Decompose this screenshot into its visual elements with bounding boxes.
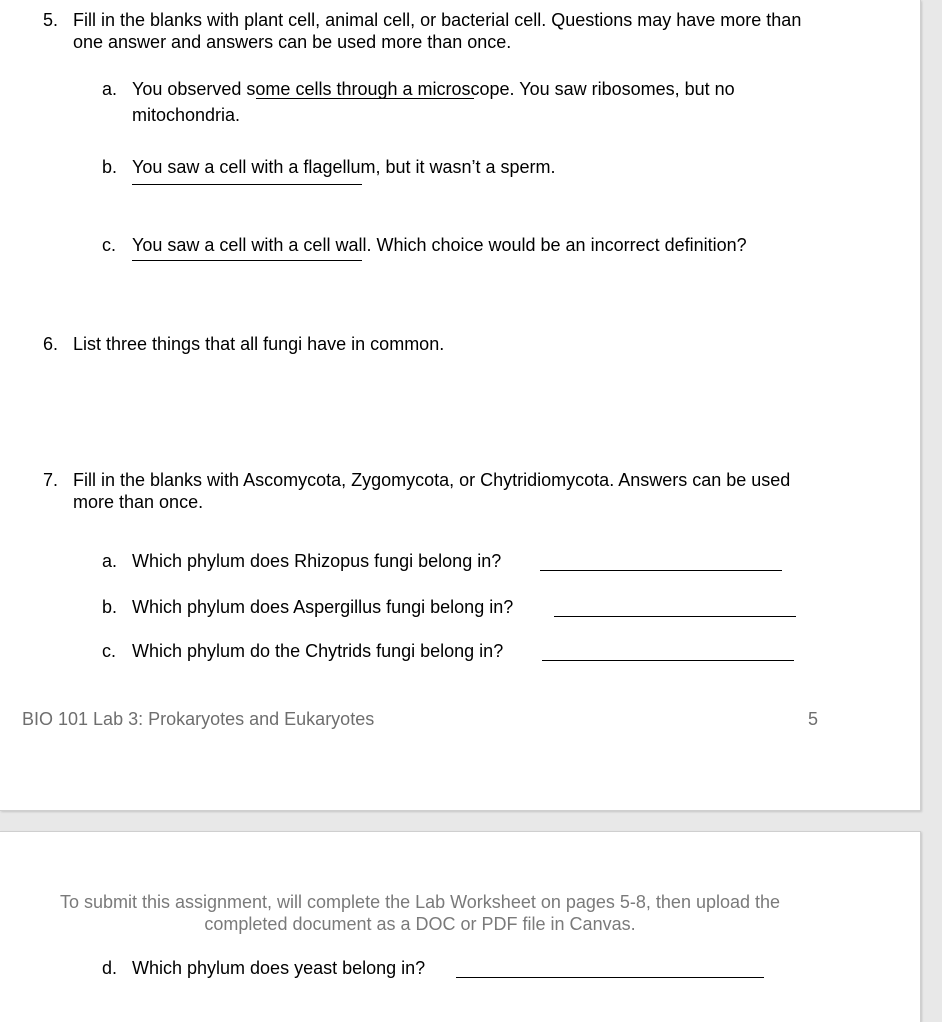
question-7c bbox=[102, 638, 842, 664]
item-letter: a. bbox=[102, 79, 118, 99]
item-text-line2: mitochondria. bbox=[132, 105, 241, 125]
answer-blank[interactable] bbox=[554, 598, 796, 617]
item-letter: a. bbox=[102, 551, 118, 571]
question-5b bbox=[102, 154, 842, 206]
question-text: Fill in the blanks with Ascomycota, Zygomycota, or Chytridiomycota. Answers can be used more than once. bbox=[73, 470, 791, 512]
item-text: Which phylum does yeast belong in? bbox=[132, 958, 426, 978]
page-number: 5 bbox=[808, 709, 819, 729]
answer-blank[interactable] bbox=[540, 552, 782, 571]
question-number: 5. bbox=[43, 10, 59, 30]
answer-blank[interactable] bbox=[256, 98, 474, 99]
question-text: List three things that all fungi have in common. bbox=[73, 334, 445, 354]
document-page-6 bbox=[0, 831, 921, 1022]
question-number: 6. bbox=[43, 334, 59, 354]
submission-note: To submit this assignment, will complete the Lab Worksheet on pages 5-8, then upload the completed document as a DOC or PDF file in Canvas. bbox=[59, 892, 781, 934]
question-text: Fill in the blanks with plant cell, animal cell, or bacterial cell. Questions may have more than one answer and answers can be used more than once. bbox=[73, 10, 802, 52]
answer-blank[interactable] bbox=[542, 642, 794, 661]
question-7a bbox=[102, 548, 842, 574]
question-number: 7. bbox=[43, 470, 59, 490]
answer-blank[interactable] bbox=[456, 959, 764, 978]
item-text: You saw a cell with a cell wall. Which choice would be an incorrect definition? bbox=[132, 235, 747, 255]
question-7d bbox=[102, 955, 842, 981]
item-letter: c. bbox=[102, 641, 117, 661]
item-text-line1: You observed some cells through a microscope. You saw ribosomes, but no bbox=[132, 79, 735, 99]
item-text: Which phylum does Rhizopus fungi belong in? bbox=[132, 551, 502, 571]
item-letter: d. bbox=[102, 958, 118, 978]
answer-blank[interactable] bbox=[132, 260, 362, 261]
item-letter: c. bbox=[102, 235, 117, 255]
item-letter: b. bbox=[102, 157, 118, 177]
question-5a bbox=[102, 76, 842, 130]
question-7b bbox=[102, 594, 842, 620]
item-text: Which phylum do the Chytrids fungi belong in? bbox=[132, 641, 504, 661]
question-5c bbox=[102, 232, 842, 284]
question-5 bbox=[43, 9, 843, 57]
item-letter: b. bbox=[102, 597, 118, 617]
item-text: Which phylum does Aspergillus fungi belong in? bbox=[132, 597, 514, 617]
answer-blank[interactable] bbox=[132, 184, 362, 185]
item-text: You saw a cell with a flagellum, but it wasn’t a sperm. bbox=[132, 157, 556, 177]
footer-title: BIO 101 Lab 3: Prokaryotes and Eukaryotes bbox=[22, 709, 375, 729]
question-7 bbox=[43, 469, 843, 517]
question-6 bbox=[43, 333, 843, 357]
